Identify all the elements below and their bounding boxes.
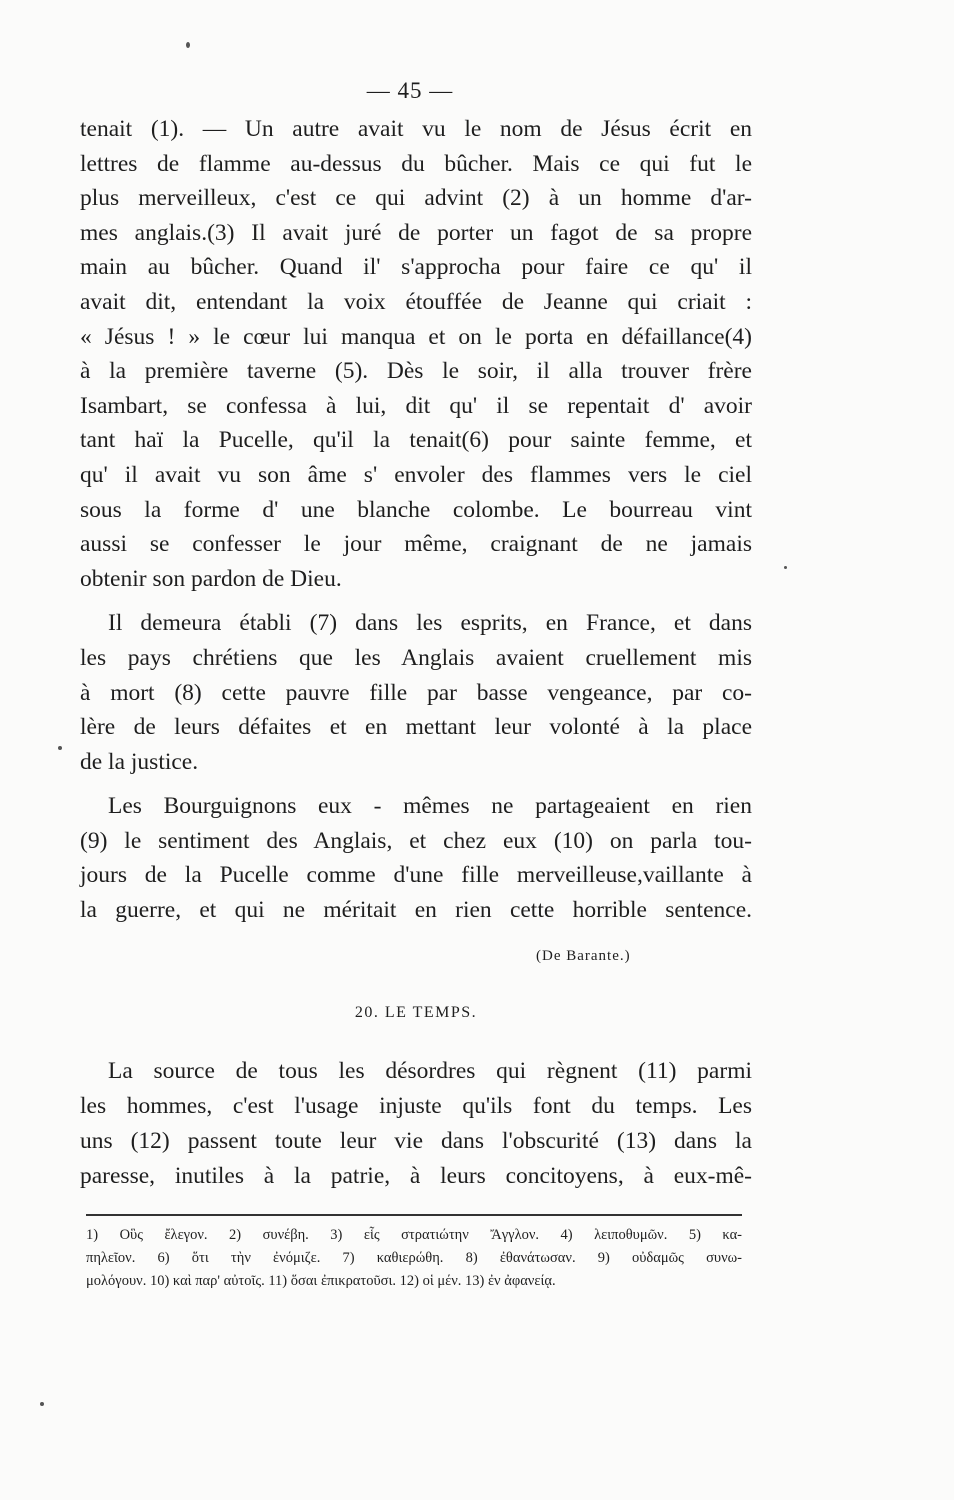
text-line: Isambart, se confessa à lui, dit qu' il se repentait d' avoir: [80, 392, 752, 419]
text-line: main au bûcher. Quand il' s'approcha pour faire ce qu' il: [80, 254, 752, 281]
text-line: tant haï la Pucelle, qu'il la tenait(6) pour sainte femme, et: [80, 427, 752, 454]
text-line: de la justice.: [80, 748, 199, 775]
paper-speck: [186, 42, 190, 48]
text-line: à mort (8) cette pauvre fille par basse vengeance, par co-: [80, 679, 752, 706]
text-line: aussi se confesser le jour même, craignant de ne jamais: [80, 531, 752, 558]
text-line: qu' il avait vu son âme s' envoler des flammes vers le ciel: [80, 461, 752, 488]
main-text: [80, 112, 752, 928]
footnote-line: μολόγουν. 10) καὶ παρ' αὐτοῖς. 11) ὅσαι ἐπικρατοῦσι. 12) οἱ μέν. 13) ἐν ἀφανείᾳ.: [86, 1273, 556, 1289]
text-line: lère de leurs défaites et en mettant leur volonté à la place: [80, 714, 752, 741]
paragraph-2: [80, 606, 752, 779]
text-line: (9) le sentiment des Anglais, et chez eux (10) on parla tou-: [80, 827, 752, 854]
text-line: obtenir son pardon de Dieu.: [80, 565, 342, 592]
footnotes: [86, 1224, 742, 1293]
text-line: paresse, inutiles à la patrie, à leurs concitoyens, à eux-mê-: [80, 1163, 752, 1189]
text-line: tenait (1). — Un autre avait vu le nom de Jésus écrit en: [80, 116, 752, 142]
text-line: Les Bourguignons eux - mêmes ne partageaient en rien: [108, 793, 752, 820]
text-line: « Jésus ! » le cœur lui manqua et on le porta en défaillance(4): [80, 323, 752, 350]
text-line: à la première taverne (5). Dès le soir, il alla trouver frère: [80, 358, 752, 385]
page-number: — 45 —: [366, 78, 454, 103]
paper-speck: [784, 566, 787, 569]
text-line: lettres de flamme au-dessus du bûcher. Mais ce qui fut le: [80, 150, 752, 177]
paper-speck: [40, 1402, 44, 1406]
paper-speck: [58, 746, 62, 750]
text-line: les pays chrétiens que les Anglais avaient cruellement mis: [80, 644, 752, 671]
text-line: mes anglais.(3) Il avait juré de porter un fagot de sa propre: [80, 219, 752, 246]
attribution: (De Barante.): [536, 948, 631, 964]
section-text: [80, 1054, 752, 1194]
text-line: sous la forme d' une blanche colombe. Le bourreau vint: [80, 496, 752, 523]
text-line: La source de tous les désordres qui règnent (11) parmi: [108, 1058, 752, 1084]
text-line: les hommes, c'est l'usage injuste qu'ils font du temps. Les: [80, 1093, 752, 1119]
text-line: Il demeura établi (7) dans les esprits, en France, et dans: [108, 610, 752, 637]
section-title: 20. LE TEMPS.: [354, 1004, 478, 1021]
text-line: jours de la Pucelle comme d'une fille merveilleuse,vaillante à: [80, 862, 752, 889]
paragraph-3: [80, 789, 752, 927]
footnote-rule: [86, 1214, 742, 1216]
footnote-line: πηλεῖον. 6) ὅτι τὴν ἐνόμιζε. 7) καθιερώθη. 8) ἐθανάτωσαν. 9) οὐδαμῶς συνω-: [86, 1250, 742, 1266]
text-line: avait dit, entendant la voix étouffée de Jeanne qui criait :: [80, 288, 752, 315]
text-line: uns (12) passent toute leur vie dans l'obscurité (13) dans la: [80, 1128, 752, 1154]
paragraph-1: [80, 112, 752, 596]
footnote-line: 1) Οὓς ἔλεγον. 2) συνέβη. 3) εἷς στρατιώτην Ἄγγλον. 4) λειποθυμῶν. 5) κα-: [86, 1227, 742, 1243]
text-line: la guerre, et qui ne méritait en rien cette horrible sentence.: [80, 897, 752, 924]
text-line: plus merveilleux, c'est ce qui advint (2) à un homme d'ar-: [80, 185, 752, 212]
